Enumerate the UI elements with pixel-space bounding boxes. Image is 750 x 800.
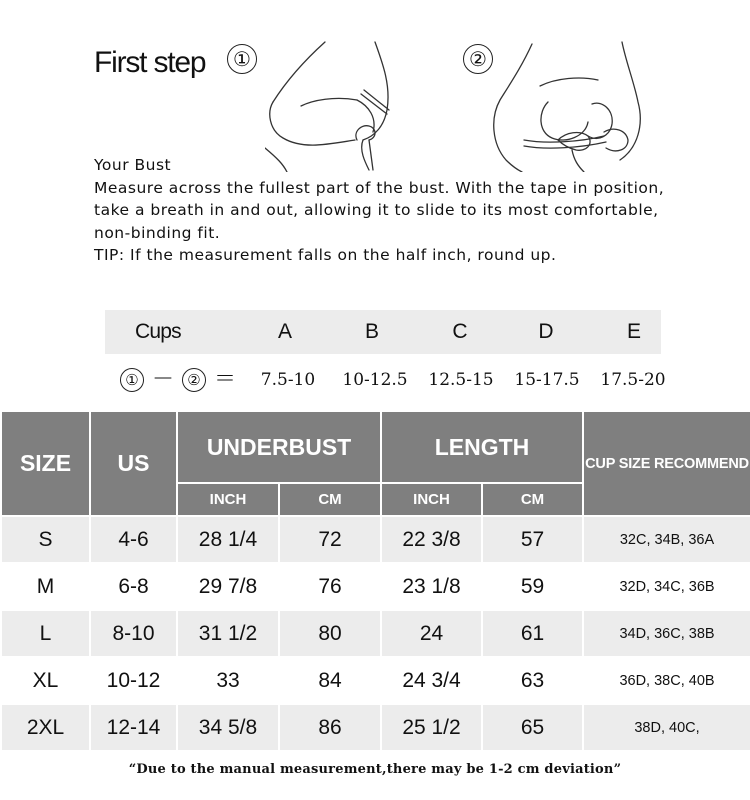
front-measure-illustration [488,36,653,172]
length-cm-header: CM [482,483,583,516]
cup-recommend-column-header: CUP SIZE RECOMMEND [583,411,750,516]
length-cm-cell: 63 [482,657,583,704]
cups-header-band [105,310,661,354]
table-row [1,657,750,704]
underbust-cm-cell: 76 [279,563,381,610]
instructions-line: take a breath in and out, allowing it to slide to its most comfortable, [94,201,659,220]
underbust-cm-header: CM [279,483,381,516]
length-cm-cell: 59 [482,563,583,610]
measurement-footnote: “Due to the manual measurement,there may be 1-2 cm deviation” [128,762,622,777]
underbust-cm-cell: 80 [279,610,381,657]
minus-symbol: － [152,367,175,392]
side-measure-illustration [265,40,410,172]
table-row [1,516,750,563]
us-cell: 4-6 [90,516,177,563]
size-cell: M [1,563,90,610]
length-column-header: LENGTH [381,411,583,483]
us-column-header: US [90,411,177,516]
cup-range-value: 17.5-20 [600,370,666,390]
underbust-inch-cell: 29 7/8 [177,563,279,610]
cup-recommend-cell: 32D, 34C, 36B [583,563,750,610]
cup-recommend-cell: 36D, 38C, 40B [583,657,750,704]
underbust-column-header: UNDERBUST [177,411,381,483]
cup-range-row [120,364,680,396]
instructions-line: Measure across the fullest part of the bust. With the tape in position, [94,178,665,197]
length-inch-cell: 24 3/4 [381,657,482,704]
cup-recommend-cell: 34D, 36C, 38B [583,610,750,657]
size-cell: L [1,610,90,657]
cup-letter: B [364,320,379,343]
us-cell: 12-14 [90,704,177,751]
cup-range-value: 10-12.5 [342,370,408,390]
size-cell: XL [1,657,90,704]
instructions-line: non-binding fit. [94,223,221,242]
underbust-cm-cell: 86 [279,704,381,751]
table-row [1,704,750,751]
length-inch-header: INCH [381,483,482,516]
cup-letter: E [626,320,641,343]
size-cell: S [1,516,90,563]
step-two-symbol: ② [182,368,206,392]
instructions-heading: Your Bust [94,156,172,174]
cup-letter: C [452,320,468,343]
instructions-tip: TIP: If the measurement falls on the half inch, round up. [94,246,557,265]
length-cm-cell: 61 [482,610,583,657]
length-cm-cell: 65 [482,704,583,751]
step-two-marker: ② [463,44,493,74]
page-title: First step [94,46,206,79]
cup-range-value: 15-17.5 [514,370,580,390]
length-cm-cell: 57 [482,516,583,563]
bust-instructions [94,154,704,267]
cup-range-value: 12.5-15 [428,370,494,390]
cup-letter: D [538,320,554,343]
equals-symbol: ＝ [214,367,237,392]
step-one-marker: ① [227,44,257,74]
underbust-inch-cell: 28 1/4 [177,516,279,563]
length-inch-cell: 24 [381,610,482,657]
size-cell: 2XL [1,704,90,751]
underbust-cm-cell: 72 [279,516,381,563]
cups-label: Cups [135,320,181,343]
cup-letter: A [277,320,292,343]
underbust-inch-cell: 34 5/8 [177,704,279,751]
length-inch-cell: 22 3/8 [381,516,482,563]
cup-range-value: 7.5-10 [260,370,316,390]
underbust-cm-cell: 84 [279,657,381,704]
cup-recommend-cell: 38D, 40C, [583,704,750,751]
us-cell: 8-10 [90,610,177,657]
us-cell: 10-12 [90,657,177,704]
underbust-inch-cell: 33 [177,657,279,704]
cup-formula [120,364,236,396]
underbust-inch-cell: 31 1/2 [177,610,279,657]
length-inch-cell: 25 1/2 [381,704,482,751]
us-cell: 6-8 [90,563,177,610]
cup-recommend-cell: 32C, 34B, 36A [583,516,750,563]
length-inch-cell: 23 1/8 [381,563,482,610]
step-one-symbol: ① [120,368,144,392]
size-chart-table [0,410,750,752]
table-row [1,610,750,657]
table-row [1,563,750,610]
underbust-inch-header: INCH [177,483,279,516]
size-column-header: SIZE [1,411,90,516]
